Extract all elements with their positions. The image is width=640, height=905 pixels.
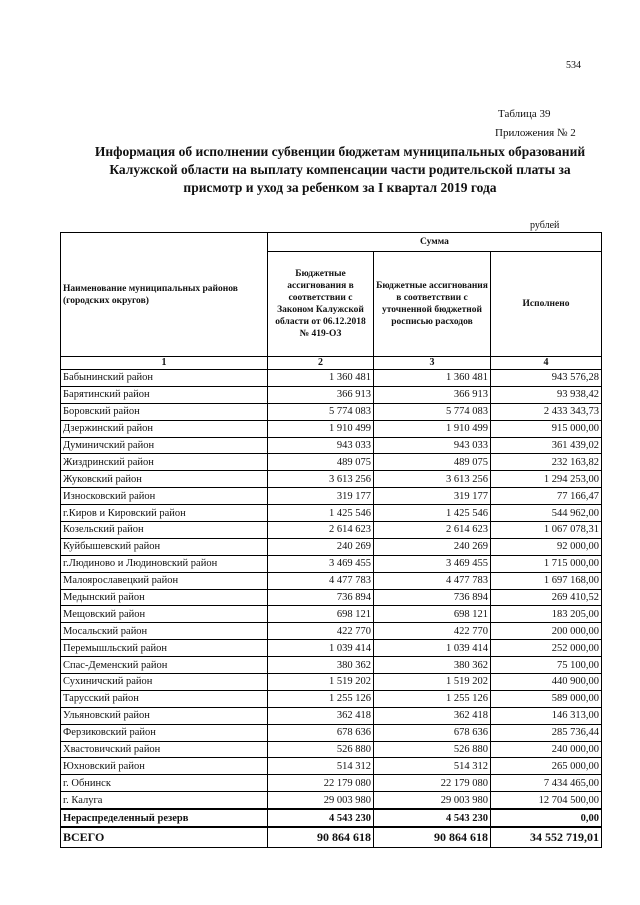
document-title: Информация об исполнении субвенции бюджетам муниципальных образований Калужской области на выплату компенсации части родительской платы за присмотр и уход за ребенком за I квартал 2019 года	[94, 144, 586, 195]
refined-column-header: Бюджетные ассигнования в соответствии с уточненной бюджетной росписью расходов	[374, 252, 491, 357]
law-allocation-value: 1 255 126	[268, 690, 374, 707]
executed-value: 1 715 000,00	[491, 555, 602, 572]
executed-value: 943 576,28	[491, 370, 602, 387]
reserve-row	[61, 809, 602, 827]
refined-allocation-value: 1 360 481	[374, 370, 491, 387]
table-row	[61, 370, 602, 387]
law-column-header: Бюджетные ассигнования в соответствии с Законом Калужской области от 06.12.2018 № 419-ОЗ	[268, 252, 374, 357]
column-number: 3	[374, 357, 491, 370]
executed-value: 0,00	[491, 809, 602, 827]
law-allocation-value: 2 614 623	[268, 522, 374, 539]
executed-value: 12 704 500,00	[491, 792, 602, 809]
municipality-name: ВСЕГО	[61, 827, 268, 848]
refined-allocation-value: 698 121	[374, 606, 491, 623]
municipality-name: Дзержинский район	[61, 420, 268, 437]
law-allocation-value: 1 425 546	[268, 505, 374, 522]
municipality-name: Боровский район	[61, 403, 268, 420]
budget-table	[60, 232, 602, 848]
table-row	[61, 420, 602, 437]
table-row	[61, 505, 602, 522]
executed-value: 1 067 078,31	[491, 522, 602, 539]
law-allocation-value: 380 362	[268, 657, 374, 674]
law-allocation-value: 90 864 618	[268, 827, 374, 848]
refined-allocation-value: 943 033	[374, 437, 491, 454]
municipality-name: Жиздринский район	[61, 454, 268, 471]
table-row	[61, 640, 602, 657]
refined-allocation-value: 90 864 618	[374, 827, 491, 848]
executed-value: 7 434 465,00	[491, 775, 602, 792]
law-allocation-value: 362 418	[268, 707, 374, 724]
municipality-name: Юхновский район	[61, 758, 268, 775]
table-row	[61, 707, 602, 724]
page-number: 534	[566, 60, 581, 71]
table-row	[61, 488, 602, 505]
municipality-name: Перемышльский район	[61, 640, 268, 657]
executed-value: 34 552 719,01	[491, 827, 602, 848]
total-row	[61, 827, 602, 848]
executed-value: 285 736,44	[491, 724, 602, 741]
law-allocation-value: 514 312	[268, 758, 374, 775]
refined-allocation-value: 240 269	[374, 538, 491, 555]
table-row	[61, 758, 602, 775]
refined-allocation-value: 3 469 455	[374, 555, 491, 572]
refined-allocation-value: 319 177	[374, 488, 491, 505]
law-allocation-value: 29 003 980	[268, 792, 374, 809]
executed-value: 440 900,00	[491, 674, 602, 691]
executed-value: 544 962,00	[491, 505, 602, 522]
executed-value: 92 000,00	[491, 538, 602, 555]
executed-value: 915 000,00	[491, 420, 602, 437]
law-allocation-value: 943 033	[268, 437, 374, 454]
municipality-name: Медынский район	[61, 589, 268, 606]
refined-allocation-value: 5 774 083	[374, 403, 491, 420]
municipality-name: Мосальский район	[61, 623, 268, 640]
refined-allocation-value: 736 894	[374, 589, 491, 606]
table-row	[61, 724, 602, 741]
municipality-name: Ульяновский район	[61, 707, 268, 724]
municipality-name: Козельский район	[61, 522, 268, 539]
municipality-name: г.Людиново и Людиновский район	[61, 555, 268, 572]
column-number: 4	[491, 357, 602, 370]
municipality-name: Барятинский район	[61, 386, 268, 403]
municipality-name: г. Обнинск	[61, 775, 268, 792]
law-allocation-value: 489 075	[268, 454, 374, 471]
sum-header: Сумма	[268, 233, 602, 252]
municipality-name: Нераспределенный резерв	[61, 809, 268, 827]
municipality-name: Бабынинский район	[61, 370, 268, 387]
refined-allocation-value: 29 003 980	[374, 792, 491, 809]
table-number: Таблица 39	[498, 108, 551, 120]
executed-value: 252 000,00	[491, 640, 602, 657]
column-number: 2	[268, 357, 374, 370]
table-row	[61, 437, 602, 454]
law-allocation-value: 698 121	[268, 606, 374, 623]
name-column-header: Наименование муниципальных районов (городских округов)	[61, 233, 268, 357]
municipality-name: Малоярославецкий район	[61, 572, 268, 589]
executed-value: 232 163,82	[491, 454, 602, 471]
executed-value: 2 433 343,73	[491, 403, 602, 420]
refined-allocation-value: 4 477 783	[374, 572, 491, 589]
table-row	[61, 741, 602, 758]
law-allocation-value: 1 910 499	[268, 420, 374, 437]
law-allocation-value: 366 913	[268, 386, 374, 403]
table-row	[61, 555, 602, 572]
column-number: 1	[61, 357, 268, 370]
refined-allocation-value: 422 770	[374, 623, 491, 640]
law-allocation-value: 1 360 481	[268, 370, 374, 387]
table-row	[61, 403, 602, 420]
table-row	[61, 589, 602, 606]
table-row	[61, 775, 602, 792]
table-row	[61, 657, 602, 674]
refined-allocation-value: 380 362	[374, 657, 491, 674]
law-allocation-value: 1 519 202	[268, 674, 374, 691]
refined-allocation-value: 678 636	[374, 724, 491, 741]
municipality-name: г.Киров и Кировский район	[61, 505, 268, 522]
law-allocation-value: 1 039 414	[268, 640, 374, 657]
municipality-name: Спас-Деменский район	[61, 657, 268, 674]
law-allocation-value: 3 613 256	[268, 471, 374, 488]
refined-allocation-value: 22 179 080	[374, 775, 491, 792]
municipality-name: Мещовский район	[61, 606, 268, 623]
municipality-name: Хвастовичский район	[61, 741, 268, 758]
municipality-name: Думиничский район	[61, 437, 268, 454]
table-row	[61, 386, 602, 403]
law-allocation-value: 736 894	[268, 589, 374, 606]
law-allocation-value: 3 469 455	[268, 555, 374, 572]
refined-allocation-value: 1 910 499	[374, 420, 491, 437]
law-allocation-value: 4 477 783	[268, 572, 374, 589]
refined-allocation-value: 1 255 126	[374, 690, 491, 707]
municipality-name: Жуковский район	[61, 471, 268, 488]
municipality-name: Тарусский район	[61, 690, 268, 707]
refined-allocation-value: 514 312	[374, 758, 491, 775]
municipality-name: г. Калуга	[61, 792, 268, 809]
refined-allocation-value: 489 075	[374, 454, 491, 471]
table-row	[61, 792, 602, 809]
refined-allocation-value: 1 519 202	[374, 674, 491, 691]
municipality-name: Куйбышевский район	[61, 538, 268, 555]
municipality-name: Ферзиковский район	[61, 724, 268, 741]
refined-allocation-value: 1 425 546	[374, 505, 491, 522]
table-row	[61, 674, 602, 691]
executed-value: 265 000,00	[491, 758, 602, 775]
law-allocation-value: 678 636	[268, 724, 374, 741]
executed-value: 75 100,00	[491, 657, 602, 674]
table-row	[61, 690, 602, 707]
table-row	[61, 606, 602, 623]
table-row	[61, 454, 602, 471]
refined-allocation-value: 3 613 256	[374, 471, 491, 488]
executed-value: 269 410,52	[491, 589, 602, 606]
refined-allocation-value: 362 418	[374, 707, 491, 724]
executed-column-header: Исполнено	[491, 252, 602, 357]
table-body	[61, 370, 602, 848]
executed-value: 200 000,00	[491, 623, 602, 640]
municipality-name: Износковский район	[61, 488, 268, 505]
table-row	[61, 471, 602, 488]
law-allocation-value: 4 543 230	[268, 809, 374, 827]
law-allocation-value: 5 774 083	[268, 403, 374, 420]
executed-value: 1 697 168,00	[491, 572, 602, 589]
law-allocation-value: 422 770	[268, 623, 374, 640]
executed-value: 240 000,00	[491, 741, 602, 758]
executed-value: 361 439,02	[491, 437, 602, 454]
executed-value: 77 166,47	[491, 488, 602, 505]
executed-value: 589 000,00	[491, 690, 602, 707]
law-allocation-value: 526 880	[268, 741, 374, 758]
executed-value: 146 313,00	[491, 707, 602, 724]
law-allocation-value: 240 269	[268, 538, 374, 555]
table-row	[61, 522, 602, 539]
law-allocation-value: 319 177	[268, 488, 374, 505]
refined-allocation-value: 526 880	[374, 741, 491, 758]
table-row	[61, 572, 602, 589]
executed-value: 183 205,00	[491, 606, 602, 623]
law-allocation-value: 22 179 080	[268, 775, 374, 792]
units-label: рублей	[530, 220, 560, 231]
municipality-name: Сухиничский район	[61, 674, 268, 691]
refined-allocation-value: 1 039 414	[374, 640, 491, 657]
executed-value: 1 294 253,00	[491, 471, 602, 488]
table-row	[61, 623, 602, 640]
refined-allocation-value: 366 913	[374, 386, 491, 403]
table-row	[61, 538, 602, 555]
refined-allocation-value: 4 543 230	[374, 809, 491, 827]
refined-allocation-value: 2 614 623	[374, 522, 491, 539]
appendix-label: Приложения № 2	[495, 127, 576, 139]
executed-value: 93 938,42	[491, 386, 602, 403]
